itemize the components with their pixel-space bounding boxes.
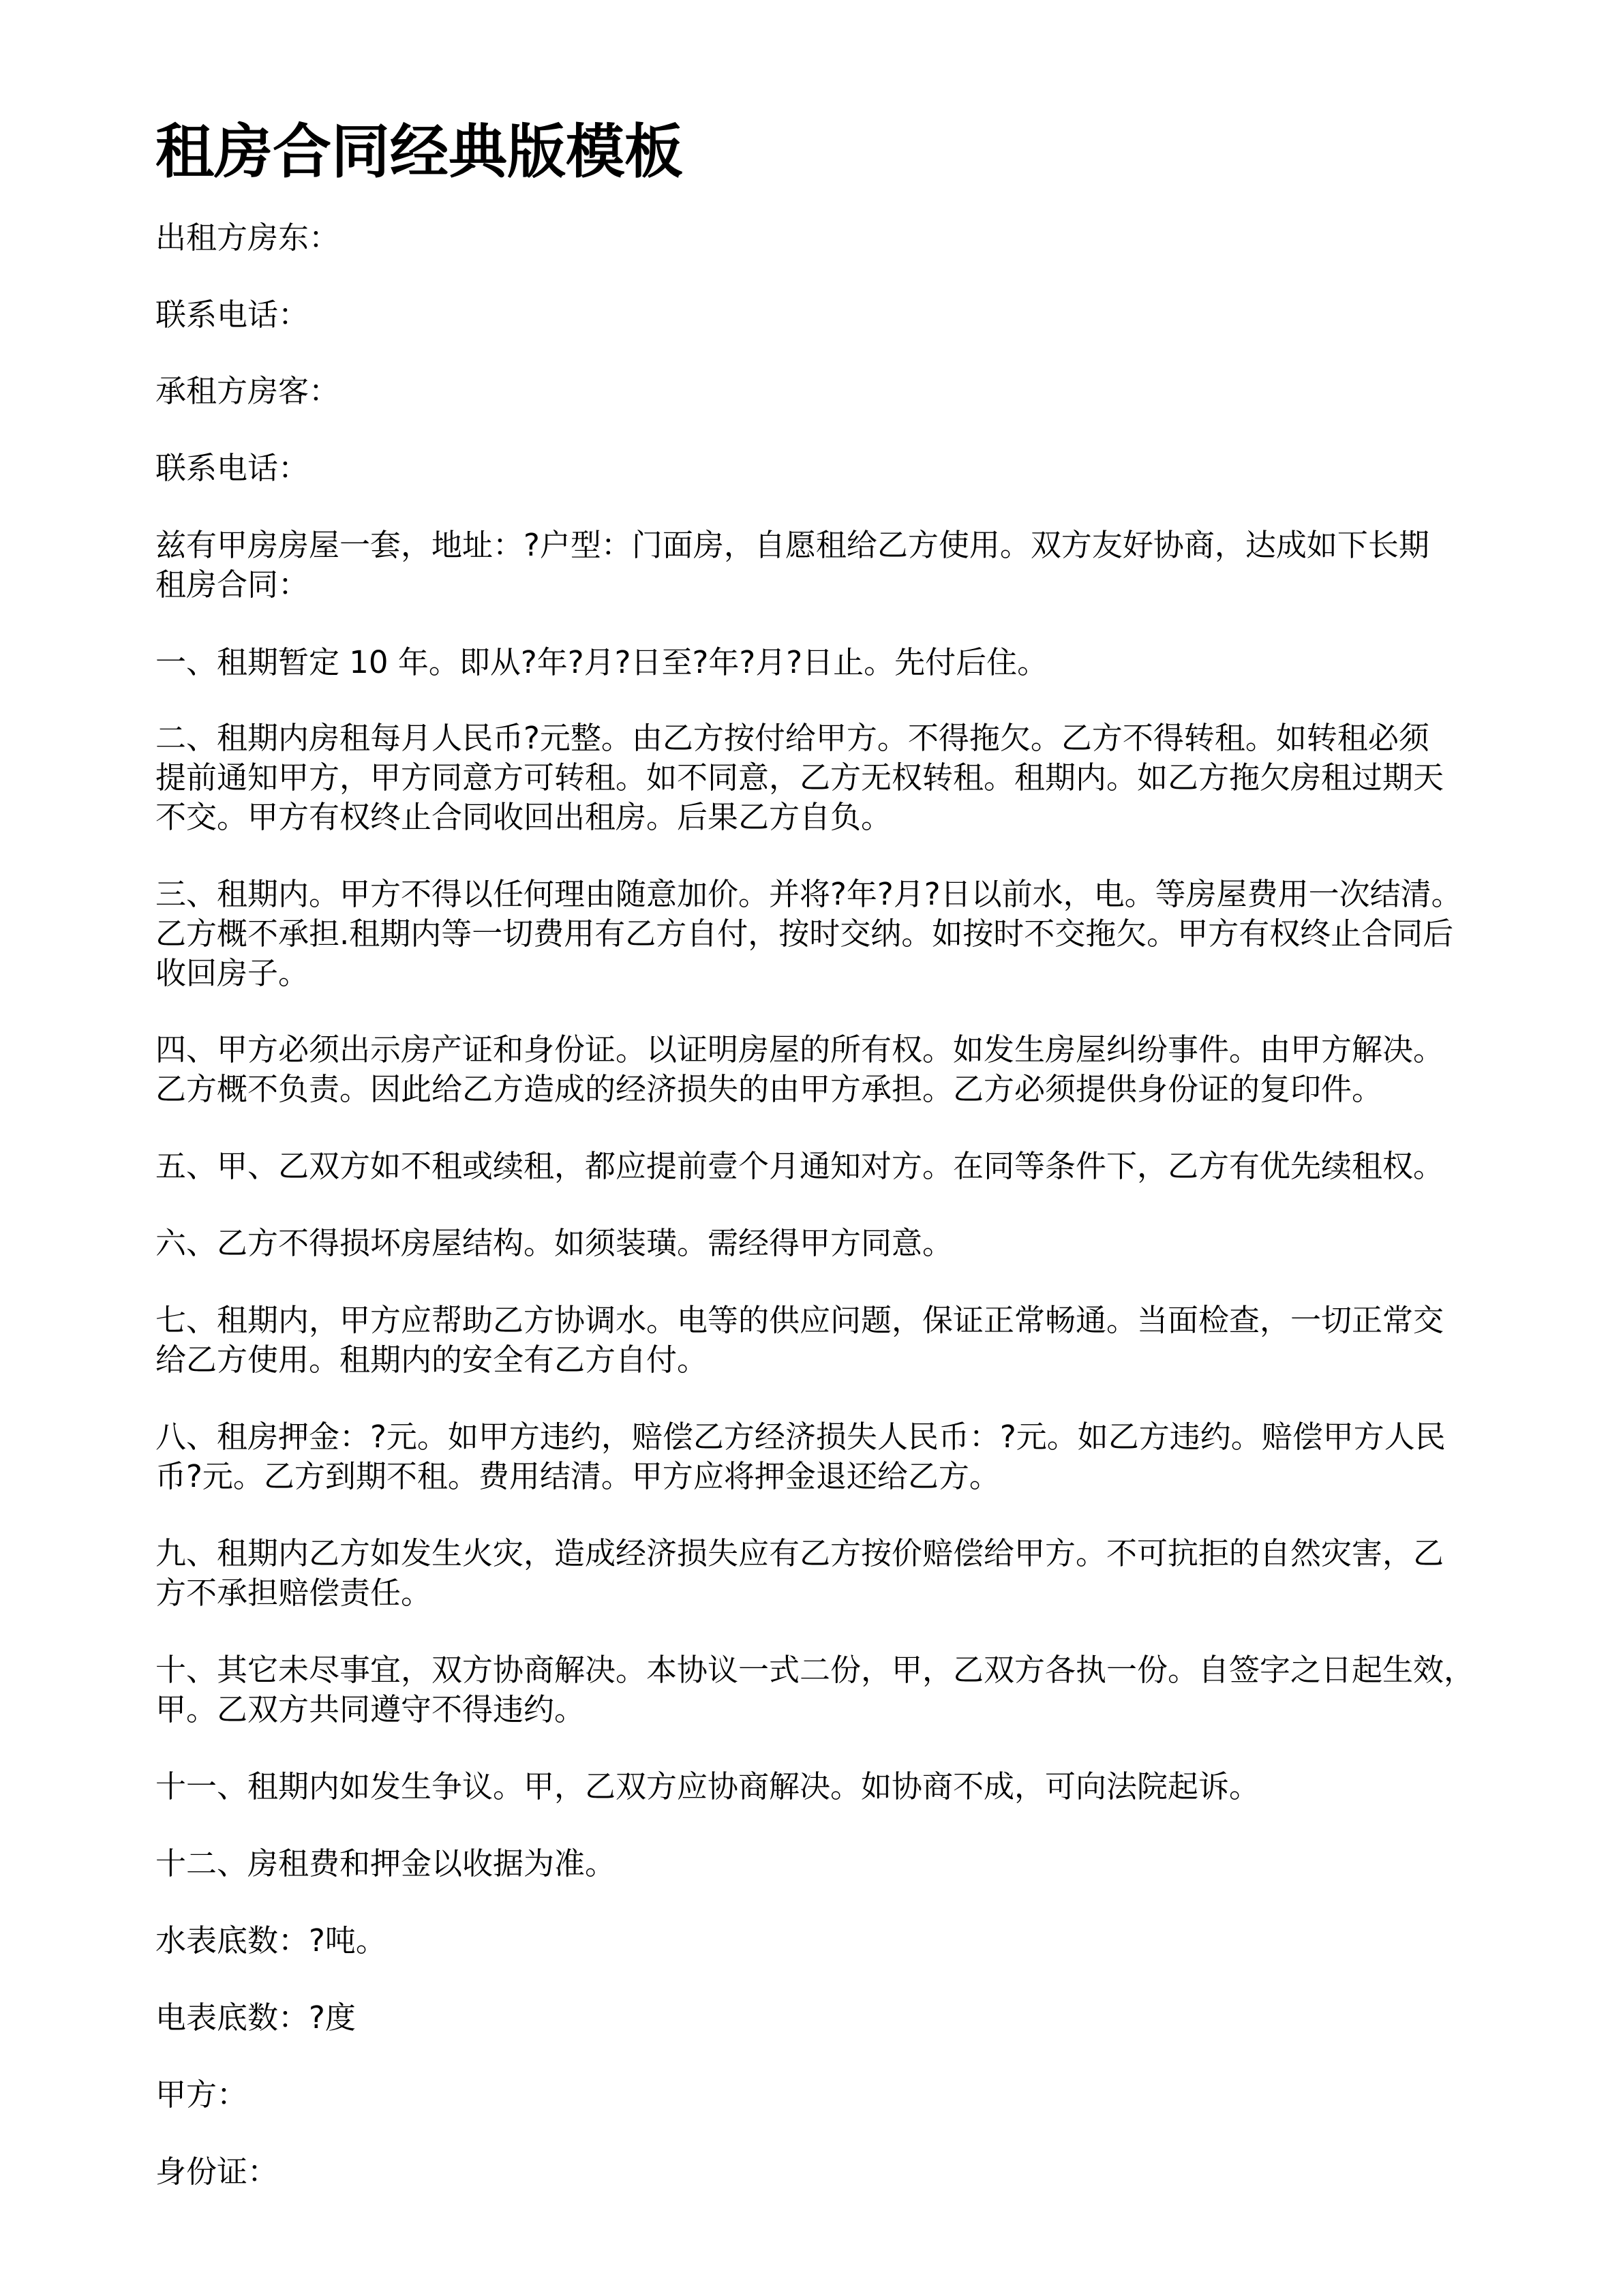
clause-3-line: 三、租期内。甲方不得以任何理由随意加价。并将?年?月?日以前水，电。等房屋费用一次结清。 [155,876,1462,912]
clause-4-line: 四、甲方必须出示房产证和身份证。以证明房屋的所有权。如发生房屋纠纷事件。由甲方解决。 [155,1031,1444,1068]
lessor-label: 出租方房东： [155,220,340,256]
clause-5-line: 五、甲、乙双方如不租或续租，都应提前壹个月通知对方。在同等条件下，乙方有优先续租权。 [155,1148,1444,1184]
clause-8-line: 八、租房押金：?元。如甲方违约，赔偿乙方经济损失人民币：?元。如乙方违约。赔偿甲方人民 [155,1419,1446,1455]
clause-4-line: 乙方概不负责。因此给乙方造成的经济损失的由甲方承担。乙方必须提供身份证的复印件。 [155,1071,1383,1107]
clause-1-line: 一、租期暂定 10 年。即从?年?月?日至?年?月?日止。先付后住。 [155,644,1048,680]
clause-7-line: 给乙方使用。租期内的安全有乙方自付。 [155,1342,708,1378]
clause-11-line: 十一、租期内如发生争议。甲，乙双方应协商解决。如协商不成，可向法院起诉。 [155,1768,1260,1804]
id-card-label: 身份证： [155,2154,279,2190]
clause-8-line: 币?元。乙方到期不租。费用结清。甲方应将押金退还给乙方。 [155,1458,1000,1494]
electric-meter-label: 电表底数：?度 [155,1999,356,2036]
clause-12-line: 十二、房租费和押金以收据为准。 [155,1845,616,1882]
clause-2-line: 提前通知甲方，甲方同意方可转租。如不同意，乙方无权转租。租期内。如乙方拖欠房租过期天 [155,759,1444,796]
lessee-label: 承租方房客： [155,373,340,409]
clause-3-line: 收回房子。 [155,955,309,991]
clause-10-line: 甲。乙双方共同遵守不得违约。 [155,1691,586,1727]
clause-10-line: 十、其它未尽事宜，双方协商解决。本协议一式二份，甲，乙双方各执一份。自签字之日起生效， [155,1652,1475,1688]
clause-9-line: 九、租期内乙方如发生火灾，造成经济损失应有乙方按价赔偿给甲方。不可抗拒的自然灾害，乙 [155,1535,1444,1571]
document-page [155,0,1560,2296]
water-meter-label: 水表底数：?吨。 [155,1922,386,1959]
document-title: 租房合同经典版模板 [155,118,683,186]
intro-line: 兹有甲房房屋一套，地址：?户型：门面房，自愿租给乙方使用。双方友好协商，达成如下长期 [155,527,1429,563]
lessee-phone-label: 联系电话： [155,450,309,486]
clause-2-line: 二、租期内房租每月人民币?元整。由乙方按付给甲方。不得拖欠。乙方不得转租。如转租必须 [155,720,1429,756]
clause-3-line: 乙方概不承担.租期内等一切费用有乙方自付，按时交纳。如按时不交拖欠。甲方有权终止合同后 [155,916,1454,952]
clause-6-line: 六、乙方不得损坏房屋结构。如须装璜。需经得甲方同意。 [155,1225,954,1261]
lessor-phone-label: 联系电话： [155,297,309,333]
intro-line: 租房合同： [155,567,309,603]
clause-9-line: 方不承担赔偿责任。 [155,1575,432,1611]
party-a-label: 甲方： [155,2076,248,2113]
clause-2-line: 不交。甲方有权终止合同收回出租房。后果乙方自负。 [155,799,892,835]
clause-7-line: 七、租期内，甲方应帮助乙方协调水。电等的供应问题，保证正常畅通。当面检查，一切正常交 [155,1302,1444,1338]
